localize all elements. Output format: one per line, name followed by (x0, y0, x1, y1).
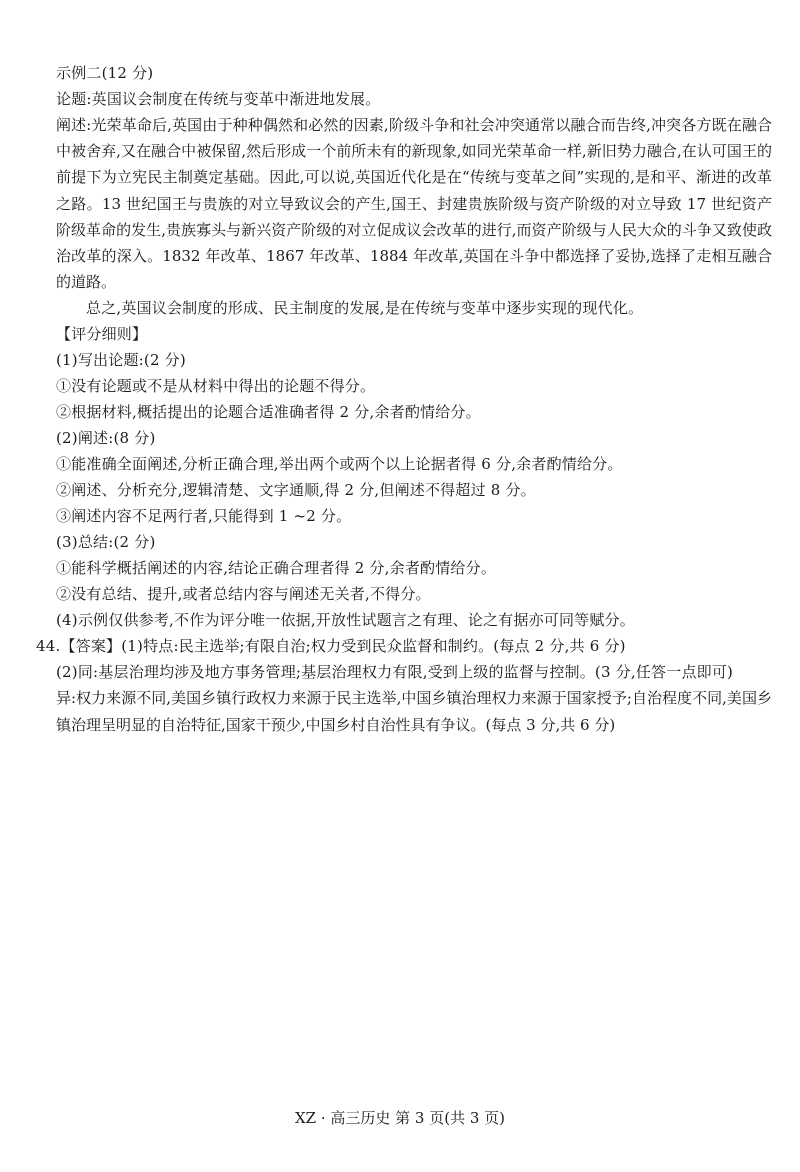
rubric-item: ①没有论题或不是从材料中得出的论题不得分。 (56, 377, 376, 396)
rubric-item: ②根据材料,概括提出的论题合适准确者得 2 分,余者酌情给分。 (56, 403, 481, 422)
example-conclusion: 总之,英国议会制度的形成、民主制度的发展,是在传统与变革中逐步实现的现代化。 (86, 299, 644, 318)
example-argument: 阐述:光荣革命后,英国由于种种偶然和必然的因素,阶级斗争和社会冲突通常以融合而告终,冲突各方既在融合中被舍弃,又在融合中被保留,然后形成一个前所未有的新现象,如同光荣革命一样,新旧势力融合,在认可国王的前提下为立宪民主制奠定基础。因此,可以说,英国近代化是在“传统与变革之间”实现的,是和平、渐进的改革之路。13 世纪国王与贵族的对立导致议会的产生,国王、封建贵族阶级与资产阶级的对立导致 17 世纪资产阶级革命的发生,贵族寡头与新兴资产阶级的对立促成议会改革的进行,而资产阶级与人民大众的斗争又致使政治改革的深入。1832 年改革、1867 年改革、1884 年改革,英国在斗争中都选择了妥协,选择了走相互融合的道路。 (56, 116, 772, 292)
q44-answer-line2: (2)同:基层治理均涉及地方事务管理;基层治理权力有限,受到上级的监督与控制。(3 分,任答一点即可) (56, 663, 734, 682)
page-footer: XZ · 高三历史 第 3 页(共 3 页) (294, 1109, 506, 1127)
q44-answer-line1: 44.【答案】(1)特点:民主选举;有限自治;权力受到民众监督和制约。(每点 2 分,共 6 分) (36, 637, 626, 656)
rubric-item: ②阐述、分析充分,逻辑清楚、文字通顺,得 2 分,但阐述不得超过 8 分。 (56, 481, 536, 500)
page-content (36, 60, 772, 738)
rubric-item: ③阐述内容不足两行者,只能得到 1 ~2 分。 (56, 507, 352, 526)
rubric-item: ①能准确全面阐述,分析正确合理,举出两个或两个以上论据者得 6 分,余者酌情给分。 (56, 455, 623, 474)
rubric-title: 【评分细则】 (56, 325, 148, 344)
example-thesis: 论题:英国议会制度在传统与变革中渐进地发展。 (56, 90, 381, 108)
q44-answer-diff: 异:权力来源不同,美国乡镇行政权力来源于民主选举,中国乡镇治理权力来源于国家授予;自治程度不同,美国乡镇治理呈明显的自治特征,国家干预少,中国乡村自治性具有争议。(每点 3 分,共 6 分) (56, 689, 772, 734)
rubric-item: ②没有总结、提升,或者总结内容与阐述无关者,不得分。 (56, 585, 431, 604)
rubric-item: (4)示例仅供参考,不作为评分唯一依据,开放性试题言之有理、论之有据亦可同等赋分。 (56, 611, 635, 630)
rubric-item: (1)写出论题:(2 分) (56, 351, 186, 370)
example-heading: 示例二(12 分) (56, 64, 154, 82)
rubric-item: (3)总结:(2 分) (56, 533, 156, 552)
rubric-item: ①能科学概括阐述的内容,结论正确合理者得 2 分,余者酌情给分。 (56, 559, 497, 578)
rubric-item: (2)阐述:(8 分) (56, 429, 156, 448)
